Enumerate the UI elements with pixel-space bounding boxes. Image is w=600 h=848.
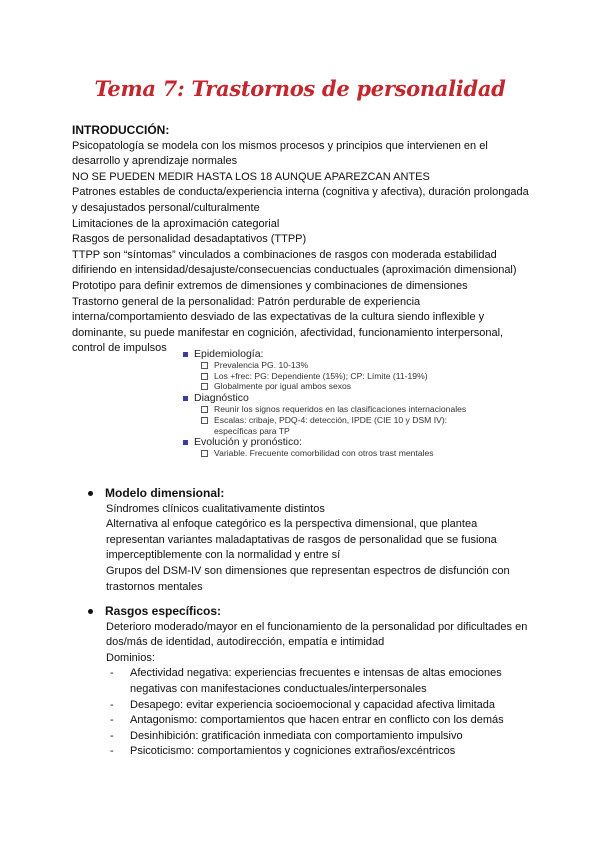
page-title: Tema 7: Trastornos de personalidad bbox=[94, 76, 506, 101]
checkbox-bullet-icon bbox=[201, 383, 208, 390]
intro-line: NO SE PUEDEN MEDIR HASTA LOS 18 AUNQUE APAREZCAN ANTES bbox=[72, 170, 430, 183]
intro-line: Prototipo para definir extremos de dimensiones y combinaciones de dimensiones bbox=[72, 279, 468, 292]
slide-item: Prevalencia PG. 10-13% bbox=[183, 360, 473, 371]
slide-item: Los +frec: PG: Dependiente (15%); CP: Límite (11-19%) bbox=[183, 371, 473, 382]
domain-item: - Psicoticismo: comportamientos y cogniciones extraños/excéntricos bbox=[110, 745, 456, 758]
bullet-icon bbox=[88, 609, 93, 614]
domain-item: - Desinhibición: gratificación inmediata con comportamiento impulsivo bbox=[110, 729, 463, 742]
modelo-line: Grupos del DSM-IV son dimensiones que representan espectros de disfunción con trastornos mentales bbox=[106, 564, 510, 593]
intro-section bbox=[72, 123, 532, 357]
checkbox-bullet-icon bbox=[201, 417, 208, 424]
intro-line: Patrones estables de conducta/experiencia interna (cognitiva y afectiva), duración prolongada y desajustados personal/culturalmente bbox=[72, 186, 529, 214]
rasgos-line: Dominios: bbox=[106, 651, 155, 664]
intro-line: Limitaciones de la aproximación categorial bbox=[72, 217, 280, 230]
slide-item: Globalmente por igual ambos sexos bbox=[183, 381, 473, 392]
domain-item: - Antagonismo: comportamientos que hacen entrar en conflicto con los demás bbox=[110, 714, 504, 727]
slide-item: Reunir los signos requeridos en las clasificaciones internacionales bbox=[183, 404, 473, 415]
checkbox-bullet-icon bbox=[201, 406, 208, 413]
domain-item: - Desapego: evitar experiencia socioemocional y capacidad afectiva limitada bbox=[110, 698, 496, 711]
intro-heading: INTRODUCCIÓN: bbox=[72, 123, 170, 137]
modelo-line: Síndromes clínicos cualitativamente distintos bbox=[106, 502, 325, 515]
modelo-dimensional-section bbox=[88, 486, 528, 595]
bullet-icon bbox=[88, 491, 93, 496]
intro-line: Psicopatología se modela con los mismos procesos y principios que intervienen en el desarrollo y aprendizaje normales bbox=[72, 139, 488, 168]
square-bullet-icon bbox=[183, 352, 188, 357]
domain-item: - Afectividad negativa: experiencias frecuentes e intensas de altas emociones negativas con manifestaciones conductuales/interpersonales bbox=[110, 667, 502, 695]
modelo-heading: Modelo dimensional: bbox=[105, 486, 225, 500]
square-bullet-icon bbox=[183, 396, 188, 401]
modelo-line: Alternativa al enfoque categórico es la perspectiva dimensional, que plantea representan variantes maladaptativas de rasgos de personalidad que se fusiona imperceptiblemente con la normalidad y entre sí bbox=[106, 518, 497, 562]
checkbox-bullet-icon bbox=[201, 450, 208, 457]
rasgos-heading: Rasgos específicos: bbox=[105, 604, 222, 618]
slide-item: Variable. Frecuente comorbilidad con otros trast mentales bbox=[183, 448, 473, 459]
slide-section-label: Epidemiología: bbox=[194, 348, 264, 360]
slide-section-label: Diagnóstico bbox=[194, 392, 249, 405]
intro-line: Rasgos de personalidad desadaptativos (TTPP) bbox=[72, 233, 307, 246]
slide-section-label: Evolución y pronóstico: bbox=[194, 436, 302, 449]
checkbox-bullet-icon bbox=[201, 362, 208, 369]
slide-item: Escalas: cribaje, PDQ-4: detección, IPDE (CIE 10 y DSM IV): específicas para TP bbox=[183, 415, 473, 437]
square-bullet-icon bbox=[183, 440, 188, 445]
rasgos-line: Deterioro moderado/mayor en el funcionamiento de la personalidad por dificultades en dos/más de identidad, autodirección, empatía e intimidad bbox=[106, 620, 528, 649]
embedded-slide-image bbox=[183, 348, 473, 459]
slide-section bbox=[183, 349, 473, 360]
slide-section bbox=[183, 393, 473, 404]
slide-section bbox=[183, 437, 473, 448]
checkbox-bullet-icon bbox=[201, 373, 208, 380]
rasgos-especificos-section bbox=[88, 604, 528, 760]
intro-line: TTPP son “síntomas” vinculados a combinaciones de rasgos con moderada estabilidad difiriendo en intensidad/desajuste/consecuencias conductuales (aproximación dimensional) bbox=[72, 248, 517, 277]
intro-line: Trastorno general de la personalidad: Patrón perdurable de experiencia interna/comportamiento desviado de las expectativas de la cultura siendo inflexible y dominante, su puede manifestar en cognición, afectividad, funcionamiento interpersonal, control de impulsos bbox=[72, 295, 504, 355]
